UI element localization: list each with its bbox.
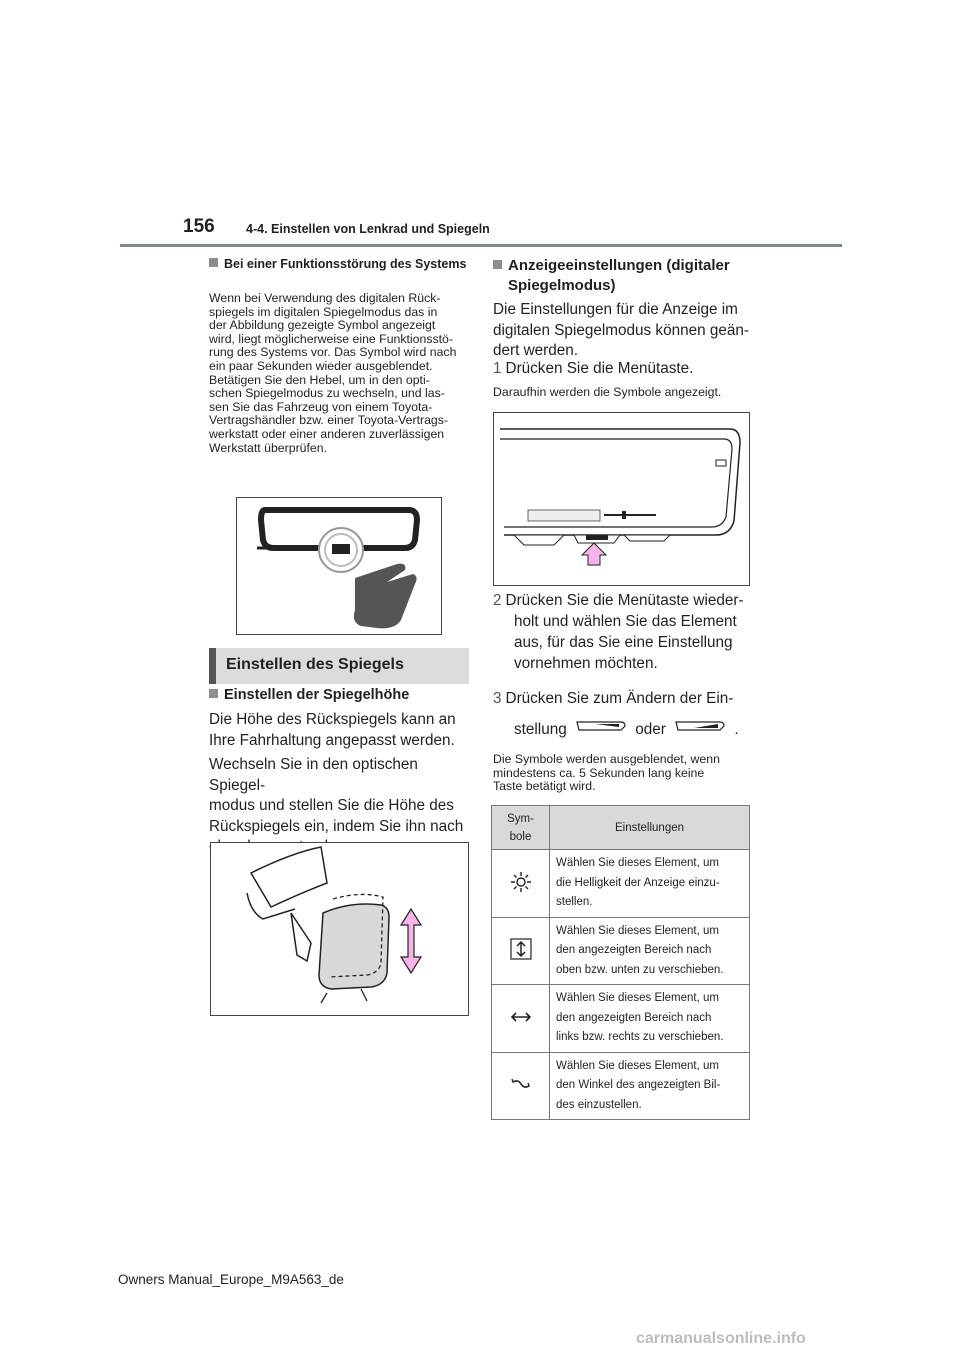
setting-description: Wählen Sie dieses Element, um den Winkel des angezeigten Bil- des einzustellen. xyxy=(550,1052,750,1120)
symbol-cell xyxy=(492,1052,550,1120)
watermark: carmanualsonline.info xyxy=(636,1330,806,1347)
chapter-title: 4-4. Einstellen von Lenkrad und Spiegeln xyxy=(246,222,490,236)
horizontal-arrows-icon xyxy=(510,1006,532,1028)
brightness-icon xyxy=(510,871,532,893)
mirror-warning-illustration xyxy=(237,498,441,634)
display-heading: Anzeigeeinstellungen (digitaler Spiegelmodus) xyxy=(493,256,763,296)
table-row xyxy=(492,850,750,918)
step-3: 3 Drücken Sie zum Ändern der Ein- stellung oder . xyxy=(493,690,739,738)
column-header-symbols: Sym- bole xyxy=(492,806,550,850)
symbol-cell xyxy=(492,917,550,985)
table-header-row xyxy=(492,806,750,850)
mirror-height-figure xyxy=(210,842,469,1016)
malfunction-heading: Bei einer Funktionsstörung des Systems xyxy=(209,257,469,271)
setting-description: Wählen Sie dieses Element, um den angezeigten Bereich nach oben bzw. unten zu verschieben. xyxy=(550,917,750,985)
footer-manual-id: Owners Manual_Europe_M9A563_de xyxy=(118,1272,344,1287)
setting-description: Wählen Sie dieses Element, um die Helligkeit der Anzeige einzu- stellen. xyxy=(550,850,750,918)
height-para2: Wechseln Sie in den optischen Spiegel- modus und stellen Sie die Höhe des Rückspiegels ein, indem Sie ihn nach xyxy=(209,756,464,835)
step-1: 1 Drücken Sie die Menütaste. xyxy=(493,360,694,377)
mirror-tilt-illustration xyxy=(211,843,468,1015)
table-row xyxy=(492,917,750,985)
step-1-note: Daraufhin werden die Symbole angezeigt. xyxy=(493,385,722,399)
table-row xyxy=(492,1052,750,1120)
page-number: 156 xyxy=(183,216,215,237)
step-2: 2 Drücken Sie die Menütaste wieder- holt und wählen Sie das Element aus, für das Sie eine Einstellung vornehmen möchten. xyxy=(493,592,744,672)
height-para1: Die Höhe des Rückspiegels kann an Ihre Fahrhaltung angepasst werden. xyxy=(209,711,456,749)
height-heading: Einstellen der Spiegelhöhe xyxy=(209,686,471,704)
malfunction-mirror-figure xyxy=(236,497,442,635)
table-row xyxy=(492,985,750,1053)
lever-up-icon xyxy=(674,719,726,733)
header-rule xyxy=(120,244,842,247)
lever-down-icon xyxy=(575,719,627,733)
symbols-table xyxy=(491,805,750,1120)
square-bullet-icon xyxy=(209,689,218,698)
column-header-settings: Einstellungen xyxy=(550,806,750,850)
angle-icon xyxy=(510,1073,532,1095)
digital-mirror-illustration xyxy=(494,413,749,585)
square-bullet-icon xyxy=(493,260,502,269)
symbol-cell xyxy=(492,850,550,918)
display-intro: Die Einstellungen für die Anzeige im digitalen Spiegelmodus können geän- dert werden. xyxy=(493,301,749,359)
square-bullet-icon xyxy=(209,258,218,267)
setting-description: Wählen Sie dieses Element, um den angezeigten Bereich nach links bzw. rechts zu verschieben. xyxy=(550,985,750,1053)
section-title-bar: Einstellen des Spiegels xyxy=(209,648,469,684)
symbol-cell xyxy=(492,985,550,1053)
malfunction-text: Wenn bei Verwendung des digitalen Rück- spiegels im digitalen Spiegelmodus das in der Abbildung gezeigte Symbol angezeigt wird, liegt möglicherweise eine Funktionsstö- rung des Systems vor. Das Symbol wird nach ein paar Sekunden wieder ausgeblendet. Betätigen Sie den Hebel, um in den opti- schen Spiegelmodus zu wechseln, und las- sen Sie das Fahrzeug von einem Toyota- Vertragshändler bzw. einer Toyota-Vertrags- werkstatt oder einer anderen zuverlässigen Werkstatt überprüfen. xyxy=(209,291,457,455)
vertical-arrows-icon xyxy=(510,938,532,960)
menu-button-figure xyxy=(493,412,750,586)
auto-hide-note: Die Symbole werden ausgeblendet, wenn mindestens ca. 5 Sekunden lang keine Taste betätigt wird. xyxy=(493,752,720,794)
